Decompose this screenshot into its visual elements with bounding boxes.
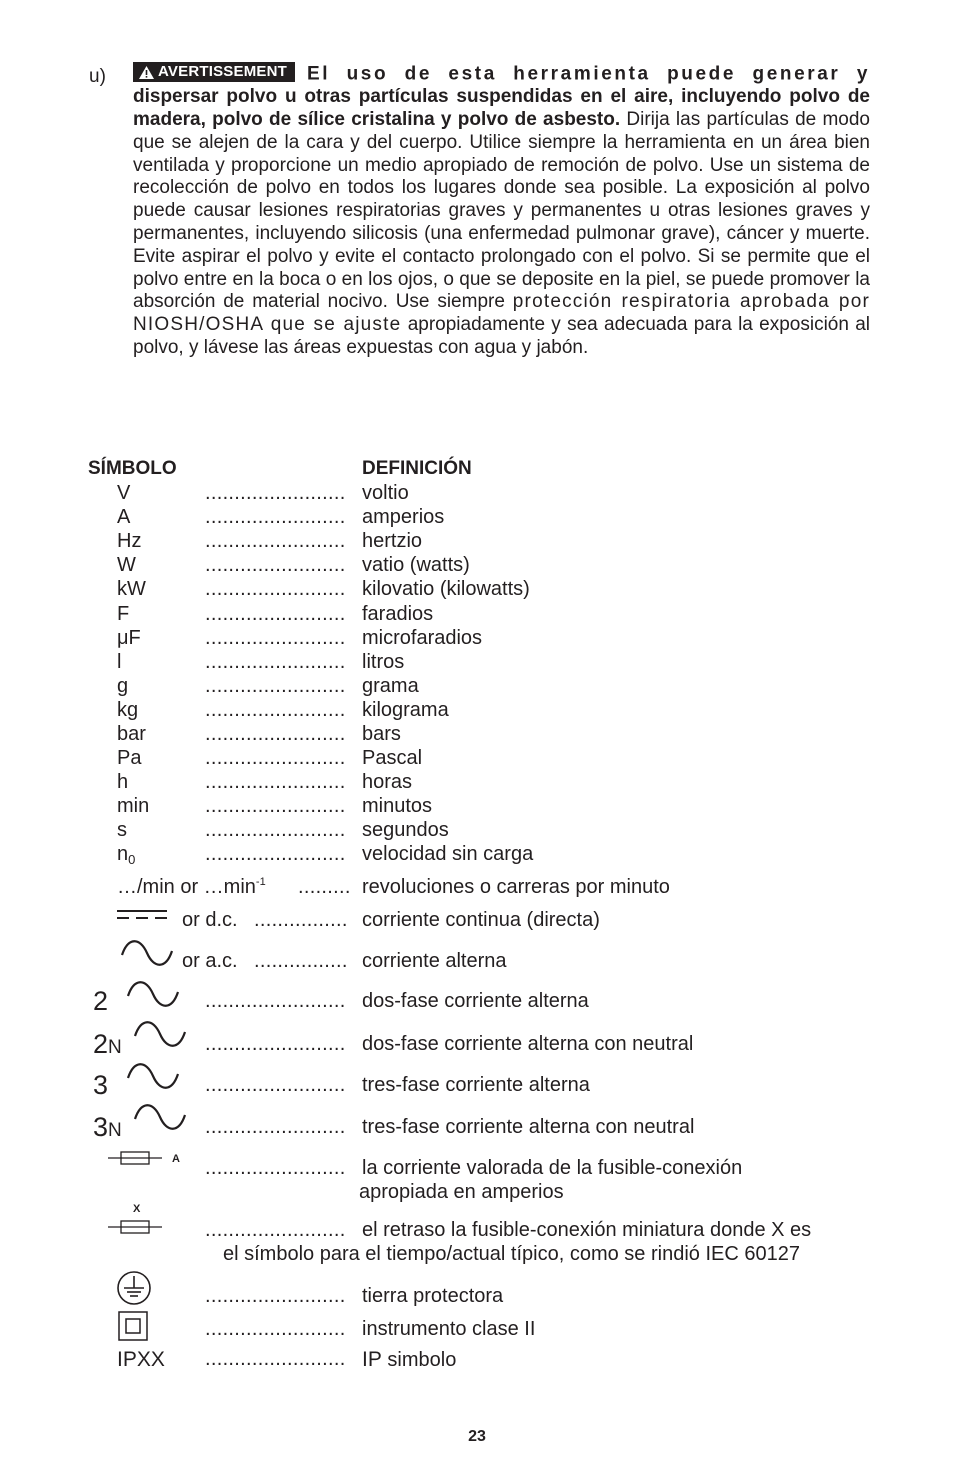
- symbol: μF: [117, 626, 141, 649]
- definition: minutos: [362, 795, 433, 818]
- phase-digit: 2: [93, 986, 109, 1016]
- table-row: [0, 578, 954, 602]
- definition: tierra protectora: [362, 1285, 504, 1307]
- fuse-icon: [108, 1219, 164, 1235]
- table-row-fuse-delay: [0, 1203, 954, 1243]
- table-row-2n-phase: [0, 1029, 954, 1059]
- table-row-fuse: [0, 1153, 954, 1181]
- table-row: [0, 699, 954, 723]
- table-row: [0, 795, 954, 819]
- warning-body-2: protección respiratoria aprobada por NIOSH/OSHA que se ajuste: [133, 291, 870, 336]
- warning-triangle-icon: [139, 66, 154, 79]
- symbol: A: [117, 506, 131, 529]
- warning-bold-lead: El uso de esta herramienta puede generar y: [307, 63, 870, 85]
- warning-body-1: Dirija las partículas de modo que se alejen de la cara y del cuerpo. Utilice siempre la herramienta en un área bien ventilada y proporcione un medio apropiado de remoción de polvo. Use un sistema de recolección de polvo en todos los lugares donde sea posible. La exposición al polvo puede causar lesiones respiratorias graves y permanentes u otras lesiones graves y permanentes, incluyendo silicosis (una enfermedad pulmonar grave), cáncer y muerte. Evite aspirar el polvo y evite el contacto prolongado con el polvo. Si se permite que el polvo entre en la boca o en los ojos, o que se deposite en la piel, se puede promover la absorción de material nocivo. Use siempre: [133, 109, 870, 313]
- leader-dots: ................: [254, 950, 348, 972]
- definition: la corriente valorada de la fusible-conexión: [362, 1157, 743, 1179]
- symbol: V: [117, 482, 131, 504]
- leader-dots: ........................: [205, 1116, 346, 1138]
- leader-dots: ........................: [205, 747, 346, 770]
- item-letter: u): [89, 66, 106, 87]
- symbol-alt: or d.c.: [182, 909, 238, 931]
- direct-current-icon: [117, 909, 169, 921]
- definition: kilograma: [362, 698, 449, 721]
- header-symbol: SÍMBOLO: [88, 458, 177, 479]
- table-row: [0, 819, 954, 843]
- table-row: [0, 530, 954, 554]
- table-row: [0, 771, 954, 795]
- protective-earth-icon: [116, 1270, 152, 1306]
- symbol: IPXX: [117, 1348, 165, 1371]
- symbol: Pa: [117, 747, 142, 770]
- definition: kilovatio (kilowatts): [362, 578, 530, 601]
- leader-dots: ........................: [205, 506, 346, 529]
- phase-digit: 3: [93, 1070, 109, 1100]
- leader-dots: ........................: [205, 602, 346, 625]
- fuse-mark: A: [172, 1153, 180, 1165]
- table-row: [0, 603, 954, 627]
- leader-dots: ........................: [205, 1285, 346, 1307]
- definition: Pascal: [362, 747, 423, 770]
- table-row: [0, 675, 954, 699]
- page-number: 23: [468, 1428, 486, 1445]
- warning-bold-text: dispersar polvo u otras partículas suspendidas en el aire, incluyendo polvo de madera, polvo de sílice cristalina y polvo de asbesto.: [133, 86, 870, 131]
- phase-digit: 2N: [93, 1029, 122, 1059]
- definition: amperios: [362, 506, 445, 529]
- table-row: [0, 723, 954, 747]
- leader-dots: ........................: [205, 530, 346, 553]
- definition-continued: el símbolo para el tiempo/actual típico, como se rindió IEC 60127: [223, 1243, 800, 1265]
- definition: el retraso la fusible-conexión miniatura donde X es: [362, 1219, 812, 1241]
- definition: voltio: [362, 482, 409, 504]
- leader-dots: ................: [254, 909, 348, 931]
- leader-dots: .........: [298, 876, 351, 898]
- alternating-current-icon: [133, 1103, 189, 1135]
- warning-badge: [133, 62, 295, 82]
- symbol: kg: [117, 698, 139, 721]
- symbol: l: [117, 650, 122, 673]
- leader-dots: ........................: [205, 795, 346, 818]
- leader-dots: ........................: [205, 723, 346, 745]
- table-row-dc: [0, 909, 954, 933]
- definition: dos-fase corriente alterna: [362, 990, 589, 1012]
- leader-dots: ........................: [205, 674, 346, 697]
- definition: instrumento clase II: [362, 1318, 536, 1340]
- leader-dots: ........................: [205, 1157, 346, 1179]
- definition: faradios: [362, 602, 434, 625]
- table-row: [0, 482, 954, 506]
- definition: horas: [362, 771, 413, 794]
- symbol: F: [117, 602, 130, 625]
- alternating-current-icon: [126, 980, 182, 1012]
- warning-body-3: apropiadamente y sea adecuada para la exposición al polvo, y lávese las áreas expuestas con agua y jabón.: [133, 314, 871, 359]
- table-row: [0, 651, 954, 675]
- leader-dots: ........................: [205, 1348, 346, 1370]
- table-row-3-phase: [0, 1070, 954, 1100]
- definition: corriente alterna: [362, 950, 507, 972]
- symbol: …/min or $\dots\min^{-1}$: [117, 876, 266, 898]
- table-row: [0, 506, 954, 530]
- warning-badge-label: AVERTISSEMENT: [158, 62, 288, 80]
- definition: litros: [362, 650, 405, 673]
- table-row-class2: [0, 1318, 954, 1342]
- definition: bars: [362, 723, 401, 745]
- leader-dots: ........................: [205, 1219, 346, 1241]
- leader-dots: ........................: [205, 771, 346, 794]
- leader-dots: ........................: [205, 990, 346, 1012]
- alternating-current-icon: [133, 1020, 189, 1052]
- definition: velocidad sin carga: [362, 843, 534, 865]
- table-row-rpm: [0, 876, 954, 900]
- symbol: Hz: [117, 530, 142, 553]
- leader-dots: ........................: [205, 578, 346, 601]
- definition: grama: [362, 674, 419, 697]
- definition: segundos: [362, 819, 449, 842]
- leader-dots: ........................: [205, 554, 346, 577]
- table-row-earth: [0, 1285, 954, 1309]
- leader-dots: ........................: [205, 650, 346, 673]
- definition: corriente continua (directa): [362, 909, 600, 931]
- table-row: [0, 747, 954, 771]
- symbol: g: [117, 674, 129, 697]
- table-row-ip: [0, 1348, 954, 1372]
- header-definition: DEFINICIÓN: [362, 458, 472, 479]
- table-row-ac: [0, 950, 954, 974]
- symbol: s: [117, 819, 127, 842]
- table-row: [0, 627, 954, 651]
- definition: revoluciones o carreras por minuto: [362, 876, 670, 898]
- symbol: $n_0$: [117, 843, 136, 867]
- symbol: h: [117, 771, 129, 794]
- definition: tres-fase corriente alterna: [362, 1074, 590, 1096]
- definition: tres-fase corriente alterna con neutral: [362, 1116, 695, 1138]
- leader-dots: ........................: [205, 1074, 346, 1096]
- definition: microfaradios: [362, 626, 483, 649]
- table-row-n0: [0, 843, 954, 867]
- fuse-delay-mark: X: [133, 1203, 141, 1215]
- alternating-current-icon: [126, 1062, 182, 1094]
- alternating-current-icon: [120, 939, 176, 971]
- leader-dots: ........................: [205, 626, 346, 649]
- symbol: min: [117, 795, 150, 818]
- leader-dots: ........................: [205, 698, 346, 721]
- leader-dots: ........................: [205, 843, 346, 865]
- table-row-3n-phase: [0, 1112, 954, 1142]
- definition: dos-fase corriente alterna con neutral: [362, 1033, 694, 1055]
- warning-paragraph: [133, 62, 870, 360]
- leader-dots: ........................: [205, 1318, 346, 1340]
- fuse-icon: [108, 1150, 164, 1166]
- definition: hertzio: [362, 530, 423, 553]
- symbol: bar: [117, 723, 146, 745]
- definition: IP simbolo: [362, 1348, 457, 1371]
- definition-continued: apropiada en amperios: [359, 1181, 564, 1203]
- table-row-2-phase: [0, 986, 954, 1016]
- table-row: [0, 554, 954, 578]
- definition: vatio (watts): [362, 554, 470, 577]
- leader-dots: ........................: [205, 819, 346, 842]
- symbol-alt: or a.c.: [182, 950, 238, 972]
- phase-digit: 3N: [93, 1112, 122, 1142]
- symbol: W: [117, 554, 136, 577]
- leader-dots: ........................: [205, 1033, 346, 1055]
- leader-dots: ........................: [205, 482, 346, 504]
- class-ii-icon: [118, 1311, 148, 1341]
- symbol: kW: [117, 578, 146, 601]
